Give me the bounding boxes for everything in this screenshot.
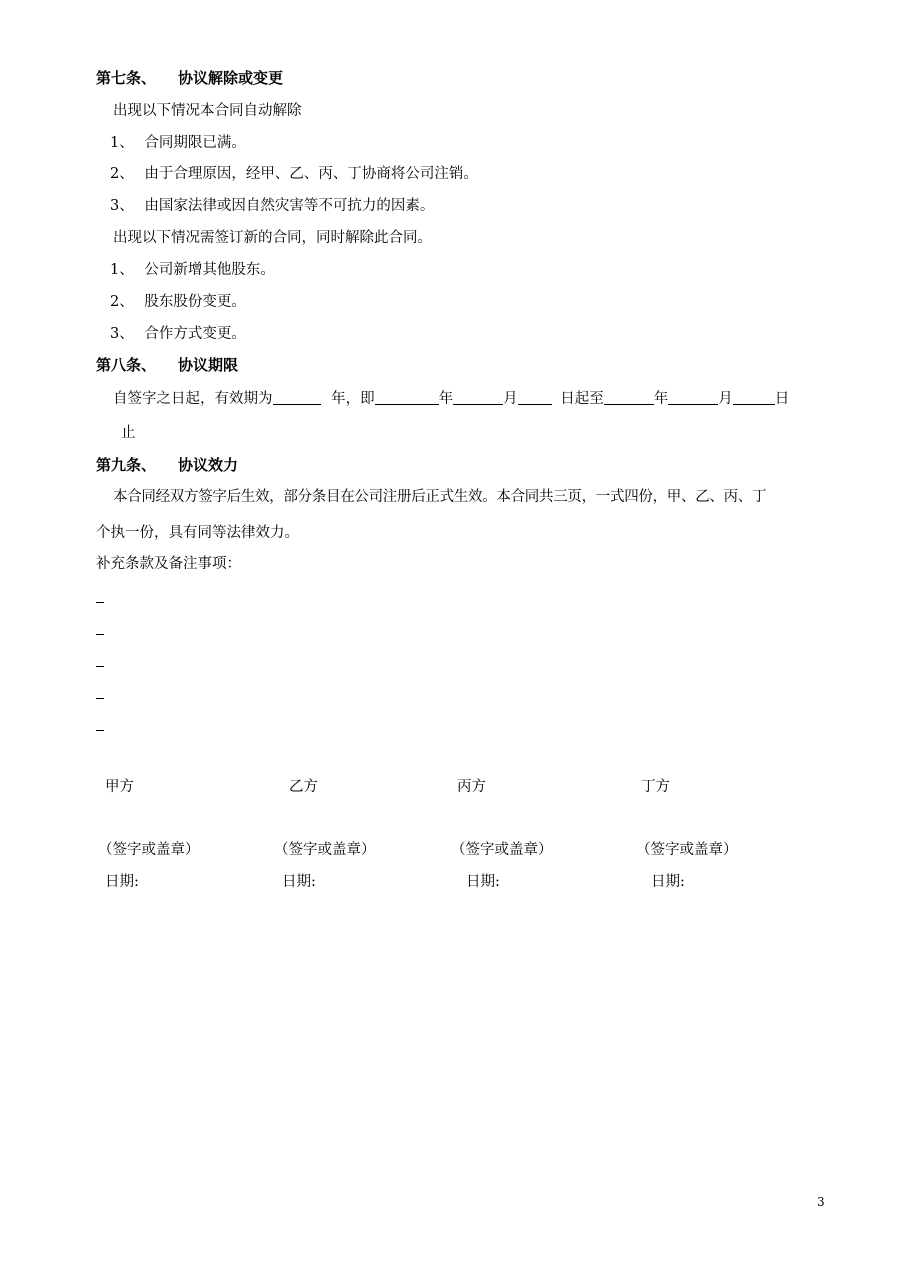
term-text-1: 自签字之日起，有效期为 <box>113 391 273 407</box>
term-text-7: 月 <box>718 391 733 407</box>
term-text-4: 月 <box>503 391 518 407</box>
blank-end-year <box>604 390 654 405</box>
supplement-line <box>96 634 104 635</box>
blank-end-month <box>668 390 718 405</box>
term-text-5: 日起至 <box>560 391 604 407</box>
party-name: 乙方 <box>289 779 318 795</box>
supplement-label: 补充条款及备注事项： <box>96 556 241 572</box>
signature-label: （签字或盖章） <box>451 842 553 858</box>
section-7-number: 第七条、 <box>96 69 157 87</box>
list-item-number: 1、 <box>110 135 134 151</box>
list-item-text: 由国家法律或因自然灾害等不可抗力的因素。 <box>144 198 435 214</box>
list-item <box>110 295 246 310</box>
list-item <box>110 136 246 151</box>
list-item <box>110 263 275 278</box>
date-label: 日期: <box>651 874 685 890</box>
section-8-number: 第八条、 <box>96 356 157 374</box>
section-9-line-2: 个执一份，具有同等法律效力。 <box>96 525 299 541</box>
list-item-number: 1、 <box>110 262 134 278</box>
list-item-number: 2、 <box>110 166 134 182</box>
section-7-title: 协议解除或变更 <box>178 69 284 87</box>
date-label: 日期: <box>282 874 316 890</box>
section-9-heading <box>96 458 238 473</box>
term-text-9: 止 <box>121 425 136 441</box>
page-number: 3 <box>817 1195 825 1209</box>
blank-years <box>273 390 321 405</box>
supplement-line <box>96 602 104 603</box>
signature-label: （签字或盖章） <box>98 842 200 858</box>
supplement-line <box>96 698 104 699</box>
section-7-heading <box>96 71 283 86</box>
list-item-text: 公司新增其他股东。 <box>144 262 275 278</box>
section-9-line-1: 本合同经双方签字后生效，部分条目在公司注册后正式生效。本合同共三页，一式四份，甲、乙、丙、丁 <box>113 489 767 505</box>
list-item-text: 合同期限已满。 <box>144 135 246 151</box>
list-item-number: 3、 <box>110 198 134 214</box>
section-7-intro-auto: 出现以下情况本合同自动解除 <box>113 103 302 119</box>
section-9-title: 协议效力 <box>178 456 239 474</box>
party-name: 丁方 <box>641 779 670 795</box>
supplement-line <box>96 666 104 667</box>
list-item <box>110 327 246 342</box>
section-8-heading <box>96 358 238 373</box>
section-8-title: 协议期限 <box>178 356 239 374</box>
signature-label: （签字或盖章） <box>274 842 376 858</box>
list-item-text: 由于合理原因，经甲、乙、丙、丁协商将公司注销。 <box>144 166 478 182</box>
term-text-2: 年，即 <box>331 391 375 407</box>
supplement-line <box>96 730 104 731</box>
term-text-3: 年 <box>438 391 454 407</box>
date-label: 日期: <box>105 874 139 890</box>
blank-start-day <box>518 390 552 405</box>
term-text-6: 年 <box>653 391 669 407</box>
list-item-number: 3、 <box>110 326 134 342</box>
list-item-text: 股东股份变更。 <box>144 294 246 310</box>
list-item <box>110 199 434 214</box>
signature-label: （签字或盖章） <box>636 842 738 858</box>
blank-end-day <box>733 390 775 405</box>
section-7-intro-new: 出现以下情况需签订新的合同，同时解除此合同。 <box>113 230 432 246</box>
date-label: 日期: <box>466 874 500 890</box>
blank-start-year <box>375 390 439 405</box>
blank-start-month <box>453 390 503 405</box>
section-8-term-line <box>113 390 789 407</box>
term-text-8: 日 <box>774 391 790 407</box>
list-item-text: 合作方式变更。 <box>144 326 246 342</box>
party-name: 丙方 <box>457 779 486 795</box>
list-item <box>110 167 478 182</box>
list-item-number: 2、 <box>110 294 134 310</box>
section-9-number: 第九条、 <box>96 456 157 474</box>
party-name: 甲方 <box>105 779 134 795</box>
